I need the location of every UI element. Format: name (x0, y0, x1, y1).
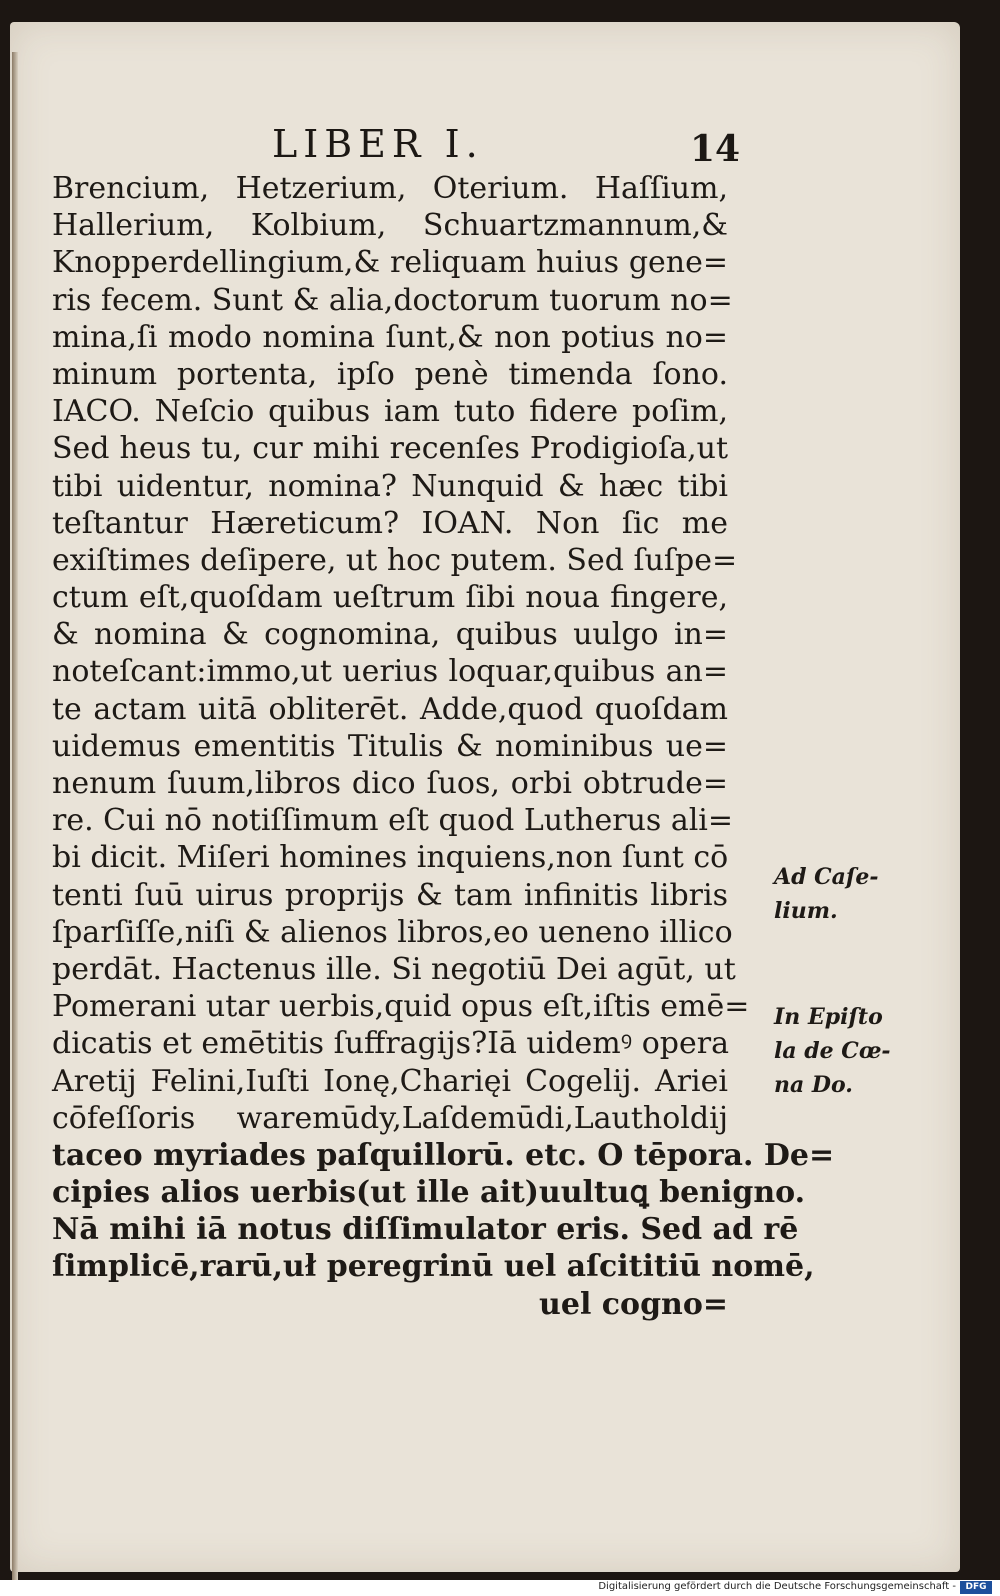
text-line: Pomerani utar uerbis,quid opus eſt,iſtis emē= (52, 989, 750, 1025)
text-line: taceo myriades paſquillorū. etc. O tēpora. De= (52, 1137, 835, 1173)
book-page (10, 22, 960, 1572)
dfg-logo: DFG (960, 1581, 992, 1594)
text-line: uel cogno= (539, 1286, 728, 1322)
text-line: noteſcant:immo,ut uerius loquar,quibus an= (52, 654, 728, 690)
text-line: nenum ſuum,libros dico ſuos, orbi obtrude= (52, 766, 728, 801)
footer-credit: Digitalisierung gefördert durch die Deutsche Forschungsgemeinschaft - (598, 1581, 956, 1592)
text-line: bi dicit. Miſeri homines inquiens,non ſunt cō (52, 840, 729, 876)
text-line: te actam uitā obliterēt. Adde,quod quoſdam (52, 691, 728, 727)
text-line: mina,ſi modo nomina ſunt,& non potius no= (52, 319, 728, 355)
text-line: teſtantur Hæreticum? IOAN. Non ſic me (52, 505, 728, 541)
text-line: ctum eſt,quoſdam ueſtrum ſibi noua fingere, (52, 580, 728, 616)
page-header (10, 122, 960, 170)
text-line: ſimplicē,rarū,uł peregrinū uel aſcititiū nomē, (52, 1249, 815, 1285)
text-line: Sed heus tu, cur mihi recenſes Prodigioſa,ut (52, 431, 728, 467)
text-line: uidemus ementitis Titulis & nominibus ue= (52, 728, 728, 764)
margin-note-casel: Ad Caſe- lium. (774, 864, 879, 924)
text-line: cipies alios uerbis(ut ille ait)uultuꝗ benigno. (52, 1175, 806, 1211)
text-line: tenti ſuū uirus proprijs & tam infinitis libris (52, 877, 728, 913)
text-line: Knopperdellingium,& reliquam huius gene= (52, 245, 728, 281)
text-line: exiſtimes deſipere, ut hoc putem. Sed ſuſpe= (52, 542, 738, 578)
text-line: ris fecem. Sunt & alia,doctorum tuorum no= (52, 282, 733, 318)
text-line: perdāt. Hactenus ille. Si negotiū Dei agūt, ut (52, 951, 736, 987)
page-edge (12, 52, 18, 1592)
main-text-block (52, 170, 891, 1323)
margin-note-epistola: In Epiſto la de Cœ- na Do. (774, 1004, 891, 1098)
text-line: re. Cui nō notiſſimum eſt quod Lutherus ali= (52, 803, 734, 839)
text-line: cōfeſſoris waremūdy,Laſdemūdi,Lautholdij (52, 1100, 728, 1136)
text-line: tibi uidentur, nomina? Nunquid & hæc tibi (52, 468, 728, 504)
text-line: Aretij Felini,Iuſti Ionę,Charięi Cogelij. Ariei (52, 1063, 728, 1099)
text-line: & nomina & cognomina, quibus uulgo in= (52, 617, 728, 653)
text-line: minum portenta, ipſo penè timenda ſono. (52, 356, 728, 392)
text-line: Hallerium, Kolbium, Schuartzmannum,& (52, 208, 728, 244)
text-line: IACO. Neſcio quibus iam tuto fidere poſim, (52, 394, 728, 430)
text-line: Brencium, Hetzerium, Oterium. Haſſium, (52, 171, 728, 206)
running-title: LIBER I. (272, 122, 484, 166)
text-line: Nā mihi iā notus diſſimulator eris. Sed ad rē (52, 1212, 799, 1248)
page-number: 14 (690, 128, 741, 170)
text-line: dicatis et emētitis ſuffragijs?Iā uidemꝰ opera (52, 1026, 729, 1062)
text-line: ſparſiſſe,niſi & alienos libros,eo ueneno illico (52, 914, 733, 950)
